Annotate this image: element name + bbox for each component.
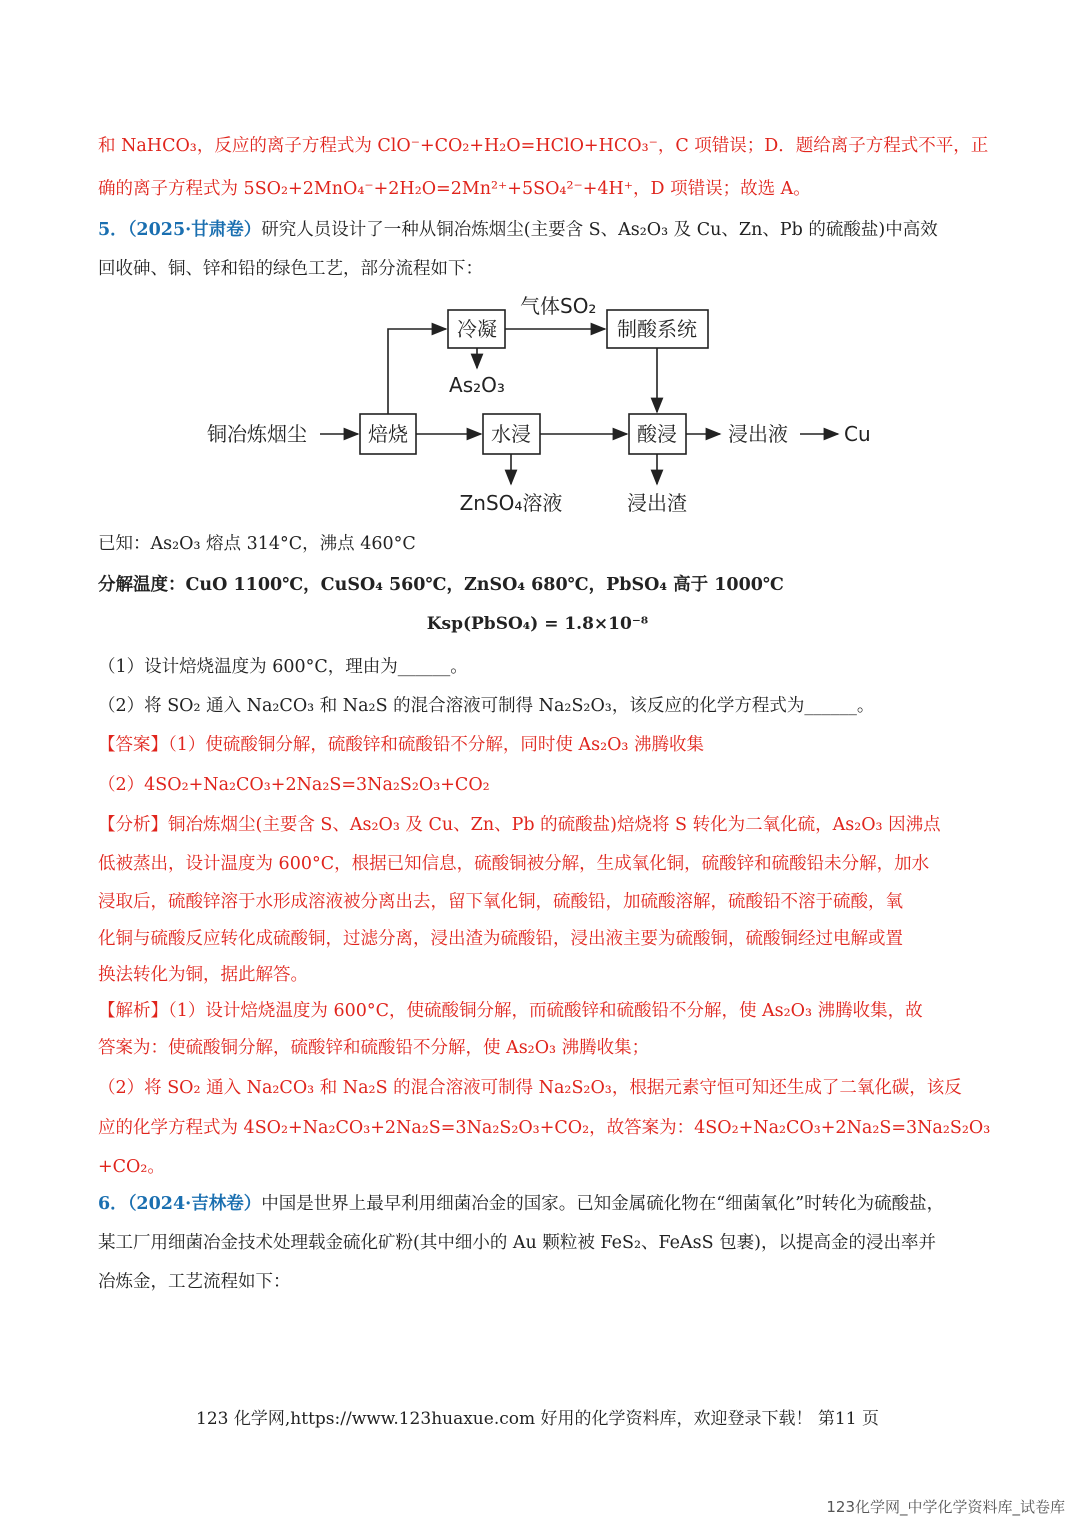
acid-leach-label: 酸浸 [637, 422, 677, 446]
as2o3-label: As₂O₃ [449, 373, 505, 397]
answer-1: 【答案】（1）使硫酸铜分解，硫酸锌和硫酸铅不分解，同时使 As₂O₃ 沸腾收集 [98, 735, 705, 755]
decomposition-temps: 分解温度：CuO 1100℃，CuSO₄ 560℃，ZnSO₄ 680℃，PbSO₄ 高于 1000℃ [98, 575, 784, 595]
explanation-line-1: 【解析】（1）设计焙烧温度为 600°C，使硫酸铜分解，而硫酸锌和硫酸铅不分解，使 As₂O₃ 沸腾收集，故 [98, 1001, 923, 1021]
question-text: 研究人员设计了一种从铜冶炼烟尘(主要含 S、As₂O₃ 及 Cu、Zn、Pb 的硫酸盐)中高效 [261, 220, 938, 240]
process-flow-diagram [0, 0, 1075, 530]
question-number: 5． [98, 220, 128, 240]
page-footer: 123 化学网,https://www.123huaxue.com 好用的化学资料库，欢迎登录下载！ 第11 页 [196, 1409, 879, 1429]
analysis-line-4: 化铜与硫酸反应转化成硫酸铜，过滤分离，浸出渣为硫酸铅，浸出液主要为硫酸铜，硫酸铜经过电解或置 [98, 929, 903, 949]
acid-system-label: 制酸系统 [617, 317, 697, 341]
explanation-line-3: （2）将 SO₂ 通入 Na₂CO₃ 和 Na₂S 的混合溶液可制得 Na₂S₂O₃，根据元素守恒可知还生成了二氧化碳，该反 [98, 1078, 962, 1098]
condense-label: 冷凝 [457, 317, 497, 341]
question-6-line-3: 冶炼金，工艺流程如下： [98, 1272, 291, 1292]
analysis-line-5: 换法转化为铜，据此解答。 [98, 965, 308, 985]
answer-line-1: 和 NaHCO₃，反应的离子方程式为 ClO⁻+CO₂+H₂O=HClO+HCO₃⁻，C 项错误；D．题给离子方程式不平，正 [98, 136, 989, 156]
answer-line-2: 确的离子方程式为 5SO₂+2MnO₄⁻+2H₂O=2Mn²⁺+5SO₄²⁻+4H⁺，D 项错误；故选 A。 [98, 179, 811, 199]
water-leach-label: 水浸 [491, 422, 531, 446]
leachate-label: 浸出液 [728, 422, 788, 446]
question-6-line-1 [98, 1192, 944, 1216]
question-source: （2024·吉林卷） [127, 1194, 262, 1214]
analysis-line-2: 低被蒸出，设计温度为 600°C，根据已知信息，硫酸铜被分解，生成氧化铜，硫酸锌和硫酸铅未分解，加水 [98, 854, 930, 874]
question-6-line-2: 某工厂用细菌冶金技术处理载金硫化矿粉(其中细小的 Au 颗粒被 FeS₂、FeAsS 包裹)，以提高金的浸出率并 [98, 1233, 937, 1253]
subquestion-1: （1）设计焙烧温度为 600°C，理由为______。 [98, 657, 468, 677]
cu-label: Cu [844, 422, 871, 446]
question-5-line-2: 回收砷、铜、锌和铅的绿色工艺，部分流程如下： [98, 259, 483, 279]
explanation-line-4: 应的化学方程式为 4SO₂+Na₂CO₃+2Na₂S=3Na₂S₂O₃+CO₂，故答案为：4SO₂+Na₂CO₃+2Na₂S=3Na₂S₂O₃ [98, 1118, 991, 1138]
analysis-line-1: 【分析】铜冶炼烟尘(主要含 S、As₂O₃ 及 Cu、Zn、Pb 的硫酸盐)焙烧将 S 转化为二氧化硫，As₂O₃ 因沸点 [98, 815, 941, 835]
explanation-line-5: +CO₂。 [98, 1157, 165, 1177]
answer-2: （2）4SO₂+Na₂CO₃+2Na₂S=3Na₂S₂O₃+CO₂ [98, 775, 490, 795]
residue-label: 浸出渣 [627, 491, 687, 515]
question-number: 6． [98, 1194, 128, 1214]
ksp-formula: Ksp(PbSO₄) = 1.8×10⁻⁸ [426, 614, 649, 634]
znso4-label: ZnSO₄溶液 [459, 491, 563, 515]
subquestion-2: （2）将 SO₂ 通入 Na₂CO₃ 和 Na₂S 的混合溶液可制得 Na₂S₂O₃，该反应的化学方程式为______。 [98, 696, 875, 716]
roast-label: 焙烧 [368, 422, 408, 446]
question-source: （2025·甘肃卷） [127, 220, 262, 240]
source-label: 铜冶炼烟尘 [207, 422, 307, 446]
gas-so2-label: 气体SO₂ [520, 294, 597, 318]
question-text: 中国是世界上最早利用细菌冶金的国家。已知金属硫化物在“细菌氧化”时转化为硫酸盐， [261, 1194, 945, 1214]
analysis-line-3: 浸取后，硫酸锌溶于水形成溶液被分离出去，留下氧化铜，硫酸铅，加硫酸溶解，硫酸铅不溶于硫酸，氧 [98, 892, 903, 912]
watermark: 123化学网_中学化学资料库_试卷库 [826, 1498, 1065, 1516]
explanation-line-2: 答案为：使硫酸铜分解，硫酸锌和硫酸铅不分解，使 As₂O₃ 沸腾收集； [98, 1038, 650, 1058]
known-info: 已知：As₂O₃ 熔点 314°C，沸点 460°C [98, 534, 416, 554]
